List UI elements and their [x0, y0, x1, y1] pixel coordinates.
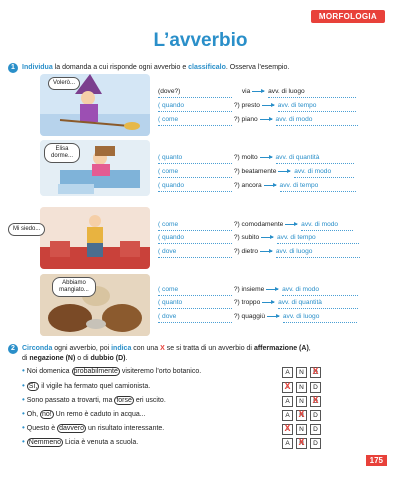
exercise-2-number: 2: [8, 344, 18, 354]
bullet-icon: •: [22, 423, 25, 432]
checkbox-a[interactable]: A: [282, 410, 293, 421]
answer-row: ( quanto ?) molto avv. di quantità: [158, 153, 354, 163]
checkbox-n[interactable]: N: [296, 382, 307, 393]
answer-row: ( quando ?) presto avv. di tempo: [158, 101, 356, 111]
checkbox-a[interactable]: A: [282, 438, 293, 449]
checkbox-n[interactable]: N: [296, 367, 307, 378]
page-number: 175: [366, 455, 387, 466]
exercise-2-instruction: Circonda ogni avverbio, poi indica con una X se si tratta di un avverbio di affermazione (A), di negazione (N) o di dubbio (D).: [22, 345, 311, 362]
sentence-row: • Noi domenica probabilmente visiteremo l’orto botanico.: [22, 366, 202, 375]
sentence-row: • Nemmeno Licia è venuta a scuola.: [22, 437, 139, 446]
circled-adverb: Nemmeno: [28, 439, 62, 446]
checkbox-a[interactable]: A X: [282, 424, 293, 435]
bullet-icon: •: [22, 381, 25, 390]
speech-bubble: Elisa dorme...: [44, 143, 80, 163]
answer-row: ( come ?) beatamente avv. di modo: [158, 167, 354, 177]
example-row: (dove?) via avv. di luogo: [158, 87, 356, 97]
circled-adverb: davvero: [59, 425, 85, 432]
checkbox-d[interactable]: D X: [310, 367, 321, 378]
circled-adverb: Sì,: [28, 383, 38, 390]
circled-adverb: no!: [42, 411, 52, 418]
checkbox-n[interactable]: N X: [296, 438, 307, 449]
sentence-row: • Oh, no! Un remo è caduto in acqua...: [22, 409, 146, 418]
answer-row: ( come ?) piano avv. di modo: [158, 115, 358, 125]
speech-bubble: Mi siedo...: [8, 223, 45, 236]
bullet-icon: •: [22, 395, 25, 404]
sentence-row: • Sono passato a trovarti, ma forse eri uscito.: [22, 395, 166, 404]
checkbox-n[interactable]: N: [296, 396, 307, 407]
sentence-row: • Sì, il vigile ha fermato quel camionista.: [22, 381, 151, 390]
answer-row: ( dove ?) quaggiù avv. di luogo: [158, 312, 357, 322]
circled-adverb: probabilmente: [73, 368, 118, 375]
checkbox-a[interactable]: A X: [282, 382, 293, 393]
section-tag: MORFOLOGIA: [311, 10, 385, 23]
checkbox-d[interactable]: D: [310, 424, 321, 435]
bullet-icon: •: [22, 366, 25, 375]
checkbox-a[interactable]: A: [282, 396, 293, 407]
checkbox-d[interactable]: D: [310, 410, 321, 421]
bullet-icon: •: [22, 437, 25, 446]
circled-adverb: forse: [116, 397, 132, 404]
answer-row: ( come ?) comodamente avv. di modo: [158, 220, 353, 230]
answer-row: ( come ?) insieme avv. di modo: [158, 285, 358, 295]
illustration-cinema-boy: [40, 207, 150, 269]
answer-row: ( quando ?) subito avv. di tempo: [158, 233, 359, 243]
exercise-1-instruction: Individua la domanda a cui risponde ogni avverbio e classificalo. Osserva l’esempio.: [22, 64, 290, 71]
speech-bubble: Volerò...: [48, 77, 80, 90]
checkbox-d[interactable]: D: [310, 438, 321, 449]
page-title: L’avverbio: [153, 30, 248, 51]
bullet-icon: •: [22, 409, 25, 418]
answer-row: ( quando ?) ancora avv. di tempo: [158, 181, 356, 191]
checkbox-n[interactable]: N X: [296, 410, 307, 421]
checkbox-d[interactable]: D X: [310, 396, 321, 407]
speech-bubble: Abbiamo mangiato...: [52, 277, 96, 297]
answer-row: ( quanto ?) troppo avv. di quantità: [158, 298, 358, 308]
checkbox-n[interactable]: N: [296, 424, 307, 435]
answer-row: ( dove ?) dietro avv. di luogo: [158, 247, 360, 257]
sentence-row: • Questo è davvero un risultato interessante.: [22, 423, 165, 432]
exercise-1-number: 1: [8, 63, 18, 73]
checkbox-a[interactable]: A: [282, 367, 293, 378]
checkbox-d[interactable]: D: [310, 382, 321, 393]
